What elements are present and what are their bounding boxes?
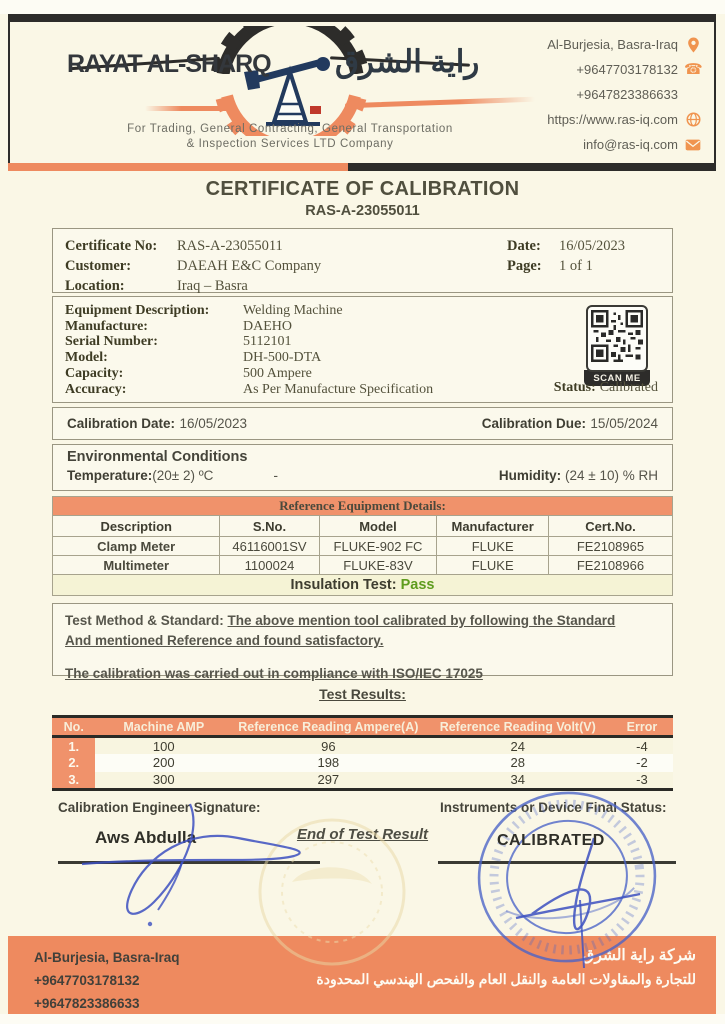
res-r1-machine-amp: 100	[95, 737, 232, 755]
reference-equipment-table	[52, 496, 673, 596]
test-method-label: Test Method & Standard:	[65, 613, 228, 628]
table-row	[53, 537, 673, 556]
capacity-label: Capacity:	[65, 365, 124, 381]
ref-r2-manufacturer: FLUKE	[437, 556, 549, 575]
test-results-heading: Test Results:	[319, 686, 406, 702]
contact-list	[512, 32, 702, 157]
test-results-table	[52, 715, 673, 791]
contact-website	[512, 107, 702, 132]
scan-margin-top	[0, 0, 725, 14]
contact-website-text: https://www.ras-iq.com	[547, 112, 678, 127]
ref-r2-model: FLUKE-83V	[319, 556, 437, 575]
date-value: 16/05/2023	[559, 238, 626, 254]
equipment-description-value: Welding Machine	[243, 303, 343, 318]
scan-margin-bottom	[0, 1014, 725, 1024]
res-r2-ref-volt: 28	[425, 754, 611, 772]
env-dash: -	[273, 467, 279, 483]
ref-r2-certno: FE2108966	[548, 556, 672, 575]
insulation-test-result: Pass	[400, 577, 435, 593]
ref-col-description: Description	[53, 516, 220, 537]
status-value: Calibrated	[599, 380, 658, 395]
ref-col-certno: Cert.No.	[548, 516, 672, 537]
status-line	[554, 378, 658, 396]
manufacture-label: Manufacture:	[65, 318, 148, 334]
model-value: DH-500-DTA	[243, 350, 322, 366]
end-of-test-note: End of Test Result	[296, 826, 429, 843]
final-status-value: CALIBRATED	[497, 832, 605, 849]
ref-r2-description: Multimeter	[53, 556, 220, 575]
accuracy-value: As Per Manufacture Specification	[243, 381, 434, 397]
res-r3-no: 3.	[52, 772, 95, 790]
ref-r1-certno: FE2108965	[548, 537, 672, 556]
footer-phone2: +9647823386633	[34, 996, 140, 1011]
equipment-description-label: Equipment Description:	[65, 303, 210, 318]
contact-phone2	[512, 82, 702, 107]
footer-company-ar-line2: للتجارة والمقاولات العامة والنقل العام والفحص الهندسي المحدودة	[316, 971, 696, 987]
date-label: Date:	[507, 238, 541, 254]
contact-phone2-text: +9647823386633	[576, 87, 678, 102]
insulation-test-row	[53, 575, 673, 596]
contact-address-text: Al-Burjesia, Basra-Iraq	[547, 37, 678, 52]
table-row	[53, 556, 673, 575]
certificate-info-box	[52, 228, 673, 293]
location-label: Location:	[65, 278, 125, 294]
test-method-line1: The above mention tool calibrated by following the Standard	[227, 613, 616, 628]
reference-table-title: Reference Equipment Details:	[53, 497, 673, 516]
ref-r2-sno: 1100024	[220, 556, 319, 575]
contact-address	[512, 32, 702, 57]
res-r3-machine-amp: 300	[95, 772, 232, 790]
calibration-due-value: 15/05/2024	[590, 415, 658, 431]
ref-r1-sno: 46116001SV	[220, 537, 319, 556]
scan-me-label: SCAN ME	[584, 370, 650, 386]
footer-phone1: +9647703178132	[34, 973, 140, 988]
globe-icon	[684, 112, 702, 128]
humidity-pair	[499, 467, 658, 483]
header-orange-line-left	[145, 106, 235, 111]
contact-email-text: info@ras-iq.com	[583, 137, 678, 152]
company-logo	[55, 22, 525, 162]
certificate-no-value: RAS-A-23055011	[177, 238, 283, 254]
res-r2-error: -2	[611, 754, 673, 772]
customer-value: DAEAH E&C Company	[177, 258, 322, 274]
page-label: Page:	[507, 258, 542, 274]
res-r2-ref-ampere: 198	[232, 754, 425, 772]
contact-phone1	[512, 57, 702, 82]
letterhead	[8, 22, 716, 163]
engineer-signature-ink	[62, 798, 332, 933]
res-r3-ref-volt: 34	[425, 772, 611, 790]
res-r3-error: -3	[611, 772, 673, 790]
calibration-due-label: Calibration Due:	[481, 415, 586, 431]
res-col-no: No.	[52, 717, 95, 737]
res-r1-no: 1.	[52, 737, 95, 755]
res-col-error: Error	[611, 717, 673, 737]
phone-icon: ☎	[684, 61, 703, 78]
calibration-due	[482, 415, 658, 433]
capacity-value: 500 Ampere	[243, 365, 312, 381]
company-subtitle	[70, 122, 510, 152]
serial-number-label: Serial Number:	[65, 334, 158, 350]
res-r1-ref-ampere: 96	[232, 737, 425, 755]
contact-phone1-text: +9647703178132	[576, 62, 678, 77]
divider-dark-segment	[348, 163, 716, 171]
table-row	[52, 754, 673, 772]
document-number: RAS-A-23055011	[305, 203, 420, 219]
contact-email	[512, 132, 702, 157]
humidity-label: Humidity:	[498, 468, 562, 483]
test-method-box	[52, 603, 673, 681]
temperature-label: Temperature:	[67, 467, 153, 483]
insulation-sep: :	[391, 577, 401, 593]
serial-number-value: 5112101	[243, 334, 292, 350]
ref-r1-manufacturer: FLUKE	[437, 537, 549, 556]
results-header-row	[52, 717, 673, 737]
res-r3-ref-ampere: 297	[232, 772, 425, 790]
test-method-line2: And mentioned Reference and found satisfactory.	[65, 633, 384, 648]
res-r2-machine-amp: 200	[95, 754, 232, 772]
ref-col-manufacturer: Manufacturer	[437, 516, 549, 537]
page-value: 1 of 1	[559, 258, 593, 274]
footer-address: Al-Burjesia, Basra-Iraq	[34, 950, 180, 965]
accuracy-label: Accuracy:	[65, 381, 127, 397]
qr-code	[586, 305, 648, 372]
res-col-ref-volt: Reference Reading Volt(V)	[425, 717, 611, 737]
company-subtitle-line2: & Inspection Services LTD Company	[186, 138, 394, 150]
document-title: CERTIFICATE OF CALIBRATION	[205, 178, 520, 200]
insulation-test-label: Insulation Test	[290, 577, 392, 593]
equipment-info-box	[52, 296, 673, 403]
calibrated-stamp	[472, 782, 662, 972]
calibration-date	[67, 415, 247, 433]
location-pin-icon	[684, 36, 702, 52]
res-r1-error: -4	[611, 737, 673, 755]
calibration-date-label: Calibration Date:	[67, 415, 176, 431]
compliance-line: The calibration was carried out in compliance with ISO/IEC 17025	[65, 666, 483, 681]
calibration-date-value: 16/05/2023	[179, 415, 248, 431]
header-divider-bar	[8, 163, 716, 171]
certificate-no-label: Certificate No:	[65, 238, 158, 254]
company-name-english: RAYAT AL-SHARQ	[67, 50, 271, 78]
ref-r1-model: FLUKE-902 FC	[319, 537, 437, 556]
table-row	[52, 737, 673, 755]
status-label: Status:	[553, 380, 596, 395]
footer-company-ar-line1: شركة راية الشرق	[582, 947, 696, 964]
company-name-arabic: راية الشرق	[335, 44, 480, 79]
temperature-value: (20± 2) ºC	[152, 467, 214, 483]
engineer-name: Aws Abdulla	[95, 828, 197, 847]
environmental-heading: Environmental Conditions	[67, 449, 248, 465]
environmental-conditions-box	[52, 444, 673, 491]
res-r2-no: 2.	[52, 754, 95, 772]
res-r1-ref-volt: 24	[425, 737, 611, 755]
header-orange-line-right	[345, 97, 535, 109]
ref-col-model: Model	[319, 516, 437, 537]
top-black-bar	[8, 14, 716, 22]
footer-contact-block	[34, 946, 180, 1015]
model-label: Model:	[65, 350, 108, 366]
manufacture-value: DAEHO	[243, 318, 292, 334]
company-subtitle-line1: For Trading, General Contracting, General Transportation	[127, 123, 453, 135]
ref-col-sno: S.No.	[220, 516, 319, 537]
final-status-label: Instruments or Device Final Status:	[440, 800, 667, 815]
humidity-value: (24 ± 10) % RH	[565, 468, 658, 483]
engineer-signature-label: Calibration Engineer Signature:	[58, 800, 261, 815]
divider-orange-segment	[8, 163, 348, 171]
qr-code-block	[584, 305, 650, 386]
res-col-machine-amp: Machine AMP	[95, 717, 232, 737]
envelope-icon	[684, 137, 702, 152]
location-value: Iraq – Basra	[177, 278, 248, 294]
customer-label: Customer:	[65, 258, 132, 274]
reference-table-header-row	[53, 516, 673, 537]
res-col-ref-ampere: Reference Reading Ampere(A)	[232, 717, 425, 737]
ref-r1-description: Clamp Meter	[53, 537, 220, 556]
calibration-dates-box	[52, 407, 673, 440]
